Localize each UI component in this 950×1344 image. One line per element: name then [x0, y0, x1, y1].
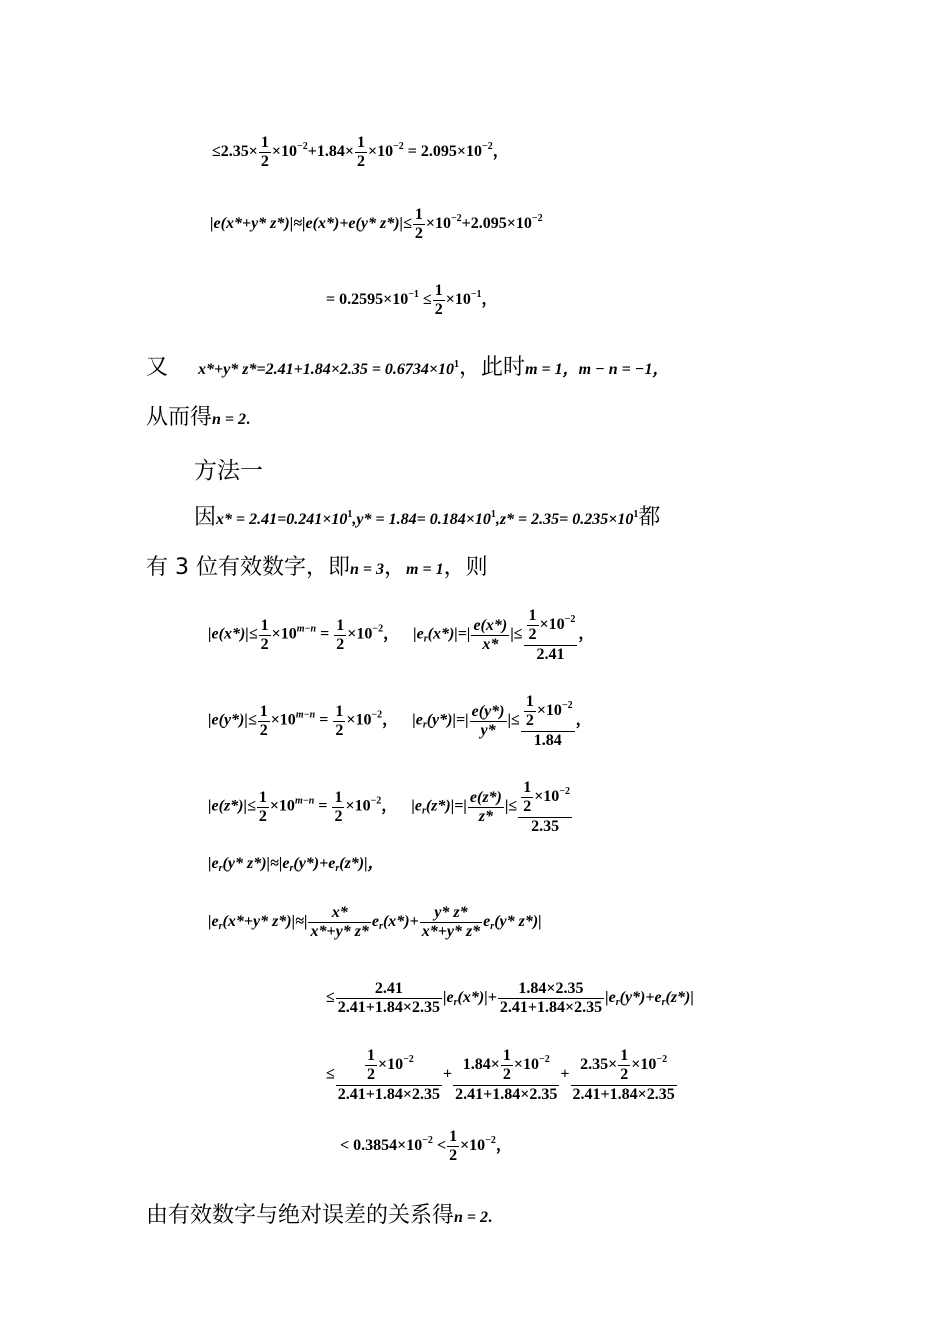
term: ≤2.35× — [212, 143, 258, 161]
text-line-digits: 有 3 位有效数字，即n = 3，m = 1，则 — [146, 555, 488, 580]
fraction-half: $\frac{1}{2}$ — [434, 282, 443, 318]
formula-ey: |e(y*)|≤ $\frac{1}{2}$ $\times 10^{m-n}$ = $\frac{1}{2}$ $\times 10^{-2}$， $|e_r(y*)|=|$ $\frac{e(y*)}{y*}$ |≤ $\frac{1}{2}$ $\times 10^{-2}$ 1.84 ， — [208, 693, 592, 749]
method-heading: 方法一 — [194, 458, 263, 484]
abs-error-sum: |e(x*+y* z*)|≈|e(x*)+e(y* z*)|≤ — [210, 215, 412, 233]
text-line-yin: 因$x* = 2.41=0.241\times 10^1,y* = 1.84= 0.184\times 10^1,z* = 2.35= 0.235\times 10^1$都 — [194, 505, 661, 530]
fraction-half: $\frac{1}{2}$ — [260, 134, 269, 170]
cn-text: 又 — [146, 355, 169, 380]
text-line-you: 又 x*+y* $z*=2.41+1.84\times 2.35 = 0.6734\times 10^1$，此时m = 1，m − n = −1， — [146, 355, 669, 380]
text-line-conclusion-1: 从而得n = 2. — [146, 405, 251, 430]
formula-er-yz: $|e_r(y*$ $z*)|\approx|e_r(y*)+e_r(z*)|$， — [208, 855, 384, 874]
formula-ex: |e(x*)|≤ $\frac{1}{2}$ $\times 10^{m-n}$ = $\frac{1}{2}$ $\times 10^{-2}$， $|e_r(x*)|=|$ $\frac{e(x*)}{x*}$ |≤ $\frac{1}{2}$ $\times 10^{-2}$ 2.41 ， — [208, 607, 595, 663]
formula-line-1: ≤2.35× $\frac{1}{2}$ $\times 10^{-2}+1.84\times$ $\frac{1}{2}$ $\times 10^{-2} = 2.095\times 10^{-2}$， — [212, 134, 509, 170]
formula-line-2: |e(x*+y* z*)|≈|e(x*)+e(y* z*)|≤ $\frac{1}{2}$ $\times 10^{-2}+2.095\times 10^{-2}$ — [210, 206, 543, 242]
text-line-conclusion-2: 由有效数字与绝对误差的关系得n = 2. — [146, 1203, 493, 1228]
fraction-half: $\frac{1}{2}$ — [356, 134, 365, 170]
formula-bound-3: < $0.3854\times 10^{-2}$ < $\frac{1}{2}$ $\times 10^{-2}$， — [340, 1128, 512, 1164]
formula-bound-2: ≤ $\frac{1}{2}$ $\times 10^{-2}$ 2.41+1.84×2.35 + 1.84× $\frac{1}{2}$ $\times 10^{-2}$ 2.41+1.84×2.35 + 2.35× $\frac{1}{2}$ $\times 10^{-2}$ 2.41+1.84×2.35 — [326, 1047, 675, 1103]
fraction-half: $\frac{1}{2}$ — [414, 206, 423, 242]
formula-line-3: = $0.2595\times 10^{-1}$ ≤ $\frac{1}{2}$ $\times 10^{-1}$， — [326, 282, 498, 318]
formula-ez: |e(z*)|≤ $\frac{1}{2}$ $\times 10^{m-n}$ = $\frac{1}{2}$ $\times 10^{-2}$， $|e_r(z*)|=|$ $\frac{e(z*)}{z*}$ |≤ $\frac{1}{2}$ $\times 10^{-2}$ 2.35 — [208, 779, 571, 835]
formula-bound-1: ≤ $\frac{2.41}{2.41+1.84\times 2.35}$ $|e_r(x*)|+$ $\frac{1.84\times 2.35}{2.41+1.84\times 2.35}$ $|e_r(y*)+e_r(z*)|$ — [326, 980, 694, 1016]
formula-er-sum: $|e_r(x*+y*$ z*)|≈| $\frac{x*}{x*+y* z*}$ $e_r(x*)+$ $\frac{y* z*}{x*+y* z*}$ $e_r(y*$ z*)| — [208, 904, 542, 940]
